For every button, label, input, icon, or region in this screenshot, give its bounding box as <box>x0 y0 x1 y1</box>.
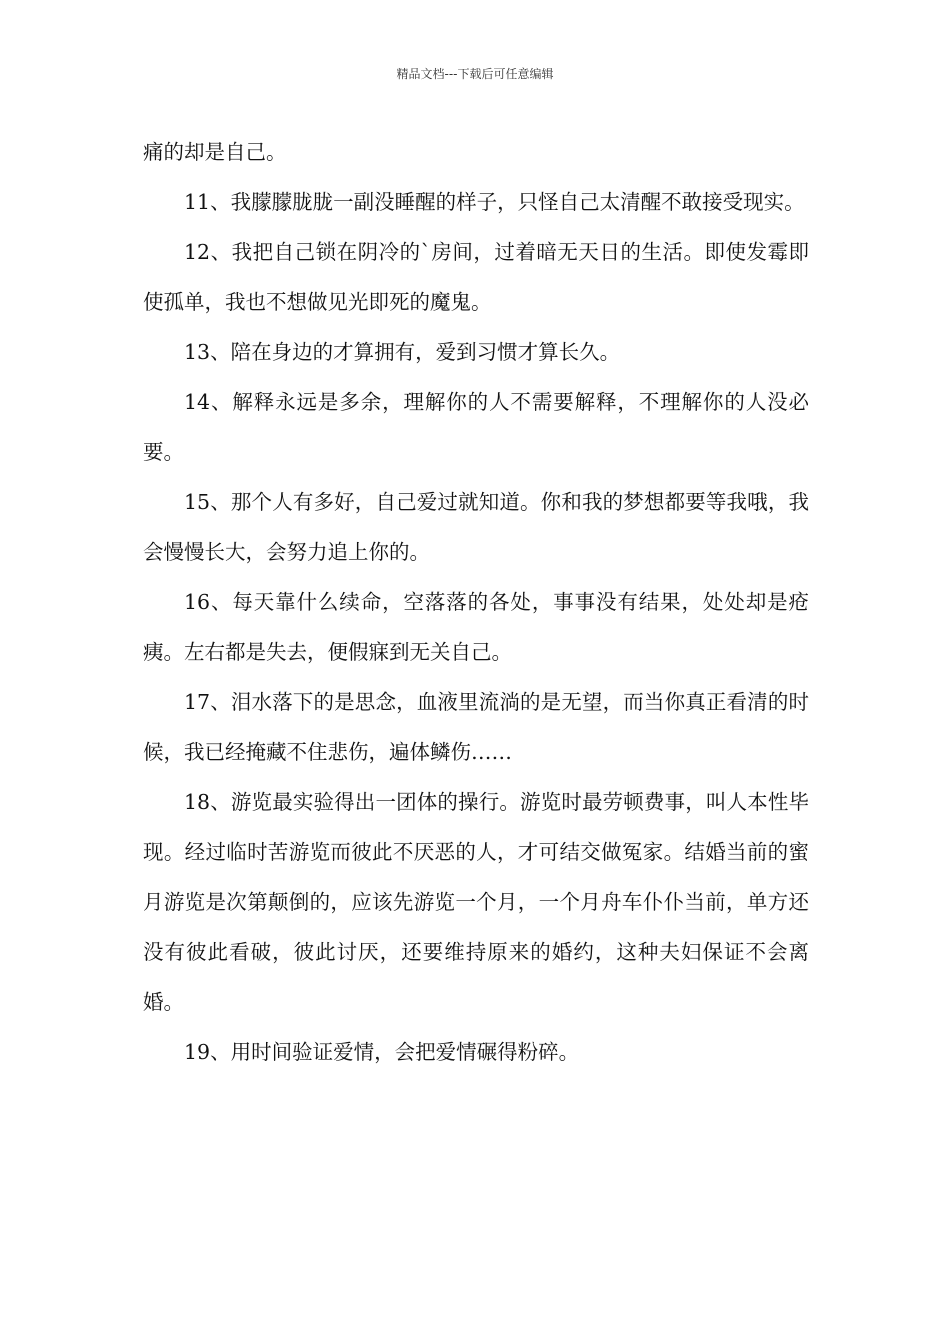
paragraph-15: 15、那个人有多好，自己爱过就知道。你和我的梦想都要等我哦，我会慢慢长大，会努力追上你的。 <box>143 490 809 564</box>
paragraph-19: 19、用时间验证爱情，会把爱情碾得粉碎。 <box>184 1040 580 1064</box>
document-body <box>143 127 809 1077</box>
paragraph-16: 16、每天靠什么续命，空落落的各处，事事没有结果，处处却是疮痍。左右都是失去，便假寐到无关自己。 <box>143 590 809 664</box>
paragraph-14: 14、解释永远是多余，理解你的人不需要解释，不理解你的人没必要。 <box>143 390 809 464</box>
paragraph-11: 11、我朦朦胧胧一副没睡醒的样子，只怪自己太清醒不敢接受现实。 <box>184 190 805 214</box>
paragraph-13: 13、陪在身边的才算拥有，爱到习惯才算长久。 <box>184 340 621 364</box>
paragraph-12: 12、我把自己锁在阴冷的`房间，过着暗无天日的生活。即使发霉即使孤单，我也不想做见光即死的魔鬼。 <box>143 240 809 314</box>
paragraph-continuation: 痛的却是自己。 <box>143 140 287 164</box>
paragraph-18: 18、游览最实验得出一团体的操行。游览时最劳顿费事，叫人本性毕现。经过临时苦游览而彼此不厌恶的人，才可结交做冤家。结婚当前的蜜月游览是次第颠倒的，应该先游览一个月，一个月舟车仆仆当前，单方还没有彼此看破，彼此讨厌，还要维持原来的婚约，这种夫妇保证不会离婚。 <box>143 790 809 1014</box>
page-header: 精品文档---下载后可任意编辑 <box>396 67 554 81</box>
paragraph-17: 17、泪水落下的是思念，血液里流淌的是无望，而当你真正看清的时候，我已经掩藏不住悲伤，遍体鳞伤…… <box>143 690 809 764</box>
